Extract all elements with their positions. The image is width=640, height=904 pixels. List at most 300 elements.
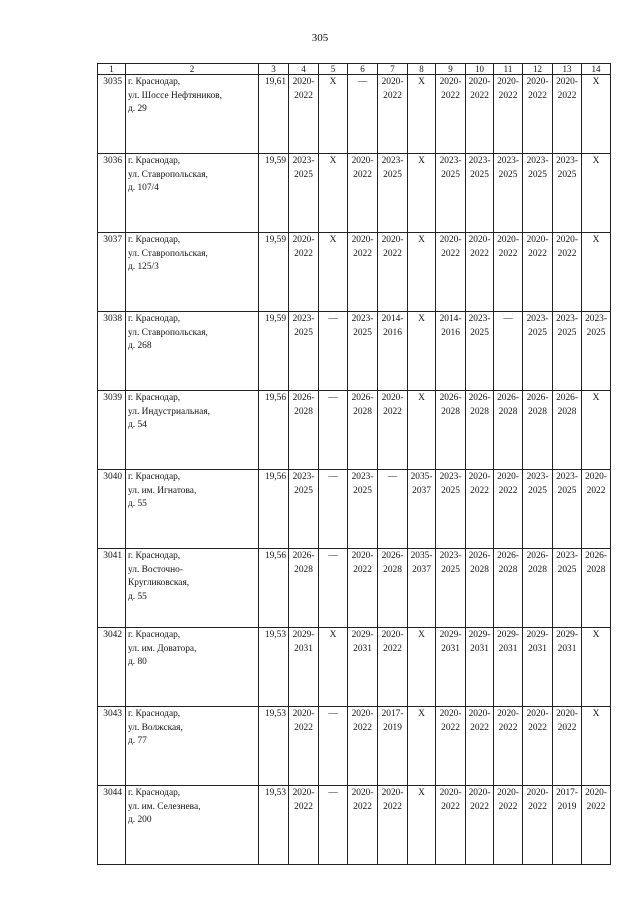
address-line: г. Краснодар, [128,156,181,166]
period-cell [348,154,378,233]
period-cell [523,628,553,707]
period-line: 2023- [585,314,607,324]
period-line: 2025 [441,485,460,496]
period-cell [378,75,408,154]
area-value: 19,61 [259,75,289,154]
period-cell [436,549,466,628]
period-cell [319,312,348,391]
period-line: 2020- [526,235,549,245]
period-line: 2022 [586,485,606,496]
period-line: 2025 [557,485,577,496]
address-cell [126,154,259,233]
address-line: г. Краснодар, [128,235,181,245]
period-line: 2020- [526,788,549,798]
period-cell [553,549,582,628]
period-cell [319,707,348,786]
period-line: 2017- [381,709,404,719]
column-header: 4 [289,64,319,75]
column-header: 9 [436,64,466,75]
period-line: 2028 [586,564,606,575]
period-line: 2025 [498,169,518,180]
period-line: 2020- [381,630,404,640]
period-line: 2031 [470,643,489,654]
period-line: 2020- [439,77,462,87]
address-line: д. 29 [128,104,147,114]
period-line: 2022 [441,801,460,812]
period-cell [348,786,378,865]
period-line: 2028 [353,406,372,417]
address-line: ул. им. Селезнева, [128,801,201,812]
period-line: X [592,77,600,87]
column-header: 7 [378,64,408,75]
period-line: 2025 [528,169,547,180]
period-cell [289,233,319,312]
address-line: ул. Ставропольская, [128,169,208,180]
period-line: — [503,314,513,324]
table-row [98,549,611,628]
period-line: 2020- [468,709,491,719]
address-line: д. 55 [128,591,147,602]
period-line: 2029- [556,630,578,640]
period-line: 2026- [381,551,404,561]
period-line: 2028 [557,406,577,417]
period-line: 2029- [439,630,462,640]
address-line: ул. Шоссе Нефтяников, [128,90,222,101]
period-line: 2022 [353,801,372,812]
period-cell [553,312,582,391]
period-line: 2020- [292,788,315,798]
period-cell [289,75,319,154]
period-cell [348,549,378,628]
period-cell [523,154,553,233]
address-line: д. 80 [128,657,147,667]
address-cell [126,391,259,470]
record-number: 3042 [98,628,126,707]
period-line: 2022 [586,801,606,812]
period-line: 2025 [557,564,577,575]
period-cell [494,470,523,549]
period-cell [436,391,466,470]
period-cell [553,75,582,154]
period-cell [319,154,348,233]
period-cell [553,628,582,707]
period-line: 2020- [292,77,315,87]
period-line: 2028 [441,406,460,417]
period-line: 2020- [556,709,578,719]
address-line: г. Краснодар, [128,77,181,87]
period-line: 2037 [412,485,431,496]
period-line: 2020- [526,709,549,719]
address-cell [126,786,259,865]
period-line: — [328,393,338,403]
period-line: 2026- [439,393,462,403]
period-cell [494,312,523,391]
period-line: — [328,472,338,482]
period-line: 2025 [528,485,547,496]
area-value: 19,56 [259,391,289,470]
period-line: 2025 [353,485,372,496]
period-cell [319,75,348,154]
period-line: 2028 [528,406,547,417]
period-line: 2025 [470,327,489,338]
period-cell [289,154,319,233]
period-line: 2026- [292,393,315,403]
address-line: д. 77 [128,736,147,746]
area-value: 19,53 [259,786,289,865]
period-line: X [418,630,425,640]
period-line: 2022 [294,801,313,812]
period-line: 2023- [556,551,578,561]
address-cell [126,707,259,786]
period-line: 2031 [353,643,372,654]
period-line: 2028 [498,564,518,575]
period-line: 2028 [294,406,313,417]
address-line: г. Краснодар, [128,630,181,640]
period-line: 2028 [470,564,489,575]
period-line: 2025 [470,169,489,180]
period-line: 2022 [383,248,402,259]
address-cell [126,470,259,549]
period-line: 2025 [383,169,402,180]
period-cell [348,470,378,549]
address-line: г. Краснодар, [128,393,181,403]
period-cell [436,470,466,549]
period-line: X [418,709,425,719]
period-line: X [418,393,425,403]
period-line: 2020- [497,472,519,482]
period-line: 2026- [468,551,491,561]
period-line: 2023- [439,156,462,166]
table-row [98,154,611,233]
period-line: 2020- [381,788,404,798]
period-cell [553,470,582,549]
period-cell [523,391,553,470]
period-line: 2019 [557,801,577,812]
period-cell [523,707,553,786]
period-line: 2023- [468,156,491,166]
period-cell [582,549,611,628]
period-line: X [418,788,425,798]
period-cell [378,628,408,707]
period-cell [348,312,378,391]
period-cell [582,75,611,154]
period-cell [319,549,348,628]
address-line: г. Краснодар, [128,314,181,324]
period-line: 2022 [383,406,402,417]
period-cell [408,470,436,549]
period-line: 2023- [526,314,549,324]
column-header: 1 [98,64,126,75]
period-line: 2023- [497,156,519,166]
period-line: 2025 [294,327,313,338]
period-line: 2022 [470,722,489,733]
period-cell [494,233,523,312]
period-line: 2023- [526,156,549,166]
period-cell [466,470,494,549]
period-cell [348,75,378,154]
period-cell [553,786,582,865]
table-row [98,75,611,154]
address-line: д. 200 [128,815,152,825]
period-cell [319,233,348,312]
period-cell [378,470,408,549]
period-line: 2020- [292,709,315,719]
period-cell [378,154,408,233]
period-line: X [592,156,600,166]
period-cell [582,470,611,549]
period-line: 2020- [439,235,462,245]
period-line: 2014- [381,314,404,324]
period-cell [436,75,466,154]
address-line: д. 125/3 [128,262,159,272]
period-line: 2022 [528,722,547,733]
period-line: 2031 [528,643,547,654]
period-line: 2029- [351,630,374,640]
period-cell [378,312,408,391]
period-cell [408,391,436,470]
period-line: 2022 [383,90,402,101]
period-line: 2022 [294,90,313,101]
period-line: 2020- [351,235,374,245]
period-line: 2020- [526,77,549,87]
period-cell [436,312,466,391]
column-header: 5 [319,64,348,75]
period-line: 2020- [585,472,607,482]
period-line: 2023- [292,314,315,324]
address-line: д. 55 [128,499,147,509]
period-line: 2020- [497,235,519,245]
record-number: 3038 [98,312,126,391]
period-line: 2020- [468,472,491,482]
period-line: X [592,709,600,719]
period-line: 2022 [353,722,372,733]
period-line: 2020- [351,788,374,798]
period-cell [408,786,436,865]
period-line: X [592,393,600,403]
period-line: 2022 [498,485,518,496]
period-cell [319,628,348,707]
record-number: 3036 [98,154,126,233]
area-value: 19,56 [259,470,289,549]
period-line: 2026- [497,551,519,561]
period-cell [289,391,319,470]
period-cell [378,786,408,865]
period-cell [553,154,582,233]
address-line: д. 54 [128,420,147,430]
address-cell [126,549,259,628]
period-line: 2029- [292,630,315,640]
table-row [98,786,611,865]
period-line: 2026- [526,551,549,561]
period-line: 2020- [556,77,578,87]
period-line: 2019 [383,722,402,733]
period-cell [466,391,494,470]
column-header: 6 [348,64,378,75]
period-line: 2020- [381,393,404,403]
column-header: 10 [466,64,494,75]
period-line: 2016 [441,327,460,338]
period-cell [582,391,611,470]
period-cell [289,786,319,865]
address-line: д. 268 [128,341,152,351]
period-cell [553,707,582,786]
period-line: 2026- [556,393,578,403]
period-line: 2022 [353,564,372,575]
period-cell [378,233,408,312]
period-line: 2029- [526,630,549,640]
record-number: 3041 [98,549,126,628]
period-line: 2031 [441,643,460,654]
period-line: 2017- [556,788,578,798]
period-line: 2023- [351,472,374,482]
period-cell [494,391,523,470]
column-header: 14 [582,64,611,75]
period-line: — [328,709,338,719]
period-cell [494,707,523,786]
period-line: — [328,551,338,561]
period-line: 2022 [441,90,460,101]
period-cell [436,707,466,786]
period-line: 2037 [412,564,431,575]
period-cell [494,549,523,628]
period-line: 2026- [585,551,607,561]
period-line: 2022 [470,801,489,812]
period-cell [466,549,494,628]
record-number: 3039 [98,391,126,470]
address-line: ул. Волжская, [128,722,183,733]
area-value: 19,53 [259,707,289,786]
period-cell [582,786,611,865]
period-line: 2020- [351,709,374,719]
period-line: 2026- [292,551,315,561]
period-line: 2031 [498,643,518,654]
address-line: ул. им. Доватора, [128,643,197,654]
address-line: ул. Ставропольская, [128,248,208,259]
period-cell [436,628,466,707]
period-cell [582,233,611,312]
period-cell [582,707,611,786]
period-line: 2023- [292,156,315,166]
period-line: 2023- [381,156,404,166]
period-line: 2025 [294,169,313,180]
address-line: г. Краснодар, [128,551,181,561]
period-line: 2026- [497,393,519,403]
housing-register-table [97,63,611,865]
period-line: 2023- [439,472,462,482]
period-line: — [387,472,398,482]
period-line: — [357,77,368,87]
period-cell [408,75,436,154]
period-cell [466,154,494,233]
period-cell [523,786,553,865]
period-line: 2022 [294,722,313,733]
period-cell [408,549,436,628]
period-line: 2023- [556,314,578,324]
period-line: 2022 [498,90,518,101]
period-cell [466,707,494,786]
period-line: 2022 [470,248,489,259]
period-cell [289,549,319,628]
period-line: 2023- [526,472,549,482]
period-line: 2031 [557,643,577,654]
period-line: 2022 [498,801,518,812]
address-line: г. Краснодар, [128,472,181,482]
address-line: г. Краснодар, [128,788,181,798]
period-line: 2025 [586,327,606,338]
period-line: 2025 [557,169,577,180]
period-line: 2020- [497,709,519,719]
period-line: 2020- [381,77,404,87]
address-cell [126,628,259,707]
period-line: 2022 [557,90,577,101]
area-value: 19,59 [259,233,289,312]
page-number: 305 [311,32,329,44]
record-number: 3037 [98,233,126,312]
period-cell [289,312,319,391]
period-line: 2025 [528,327,547,338]
column-header: 13 [553,64,582,75]
record-number: 3043 [98,707,126,786]
address-cell [126,75,259,154]
period-cell [466,233,494,312]
period-cell [553,233,582,312]
period-line: X [329,77,337,87]
period-line: 2025 [441,169,460,180]
period-cell [378,391,408,470]
period-cell [319,786,348,865]
period-line: 2031 [294,643,313,654]
period-line: X [418,235,425,245]
period-cell [408,312,436,391]
period-line: 2020- [468,788,491,798]
period-cell [436,786,466,865]
period-cell [348,391,378,470]
period-cell [466,628,494,707]
period-line: 2028 [470,406,489,417]
period-line: 2035- [410,472,433,482]
period-line: 2020- [381,235,404,245]
period-line: — [328,314,338,324]
period-cell [408,628,436,707]
period-line: 2020- [468,235,491,245]
period-cell [348,707,378,786]
period-line: 2020- [439,788,462,798]
period-line: 2023- [439,551,462,561]
column-header: 2 [126,64,259,75]
period-line: 2022 [441,722,460,733]
period-line: 2016 [383,327,402,338]
period-line: 2020- [468,77,491,87]
period-line: 2023- [468,314,491,324]
period-line: 2028 [294,564,313,575]
period-line: X [418,77,425,87]
period-cell [466,312,494,391]
period-line: 2022 [528,90,547,101]
period-cell [582,312,611,391]
period-cell [494,75,523,154]
column-header: 11 [494,64,523,75]
period-cell [523,549,553,628]
period-line: 2029- [468,630,491,640]
period-cell [582,154,611,233]
record-number: 3035 [98,75,126,154]
column-header: 8 [408,64,436,75]
address-cell [126,312,259,391]
period-line: 2025 [353,327,372,338]
period-line: 2020- [497,788,519,798]
period-line: 2035- [410,551,433,561]
period-line: 2022 [353,169,372,180]
